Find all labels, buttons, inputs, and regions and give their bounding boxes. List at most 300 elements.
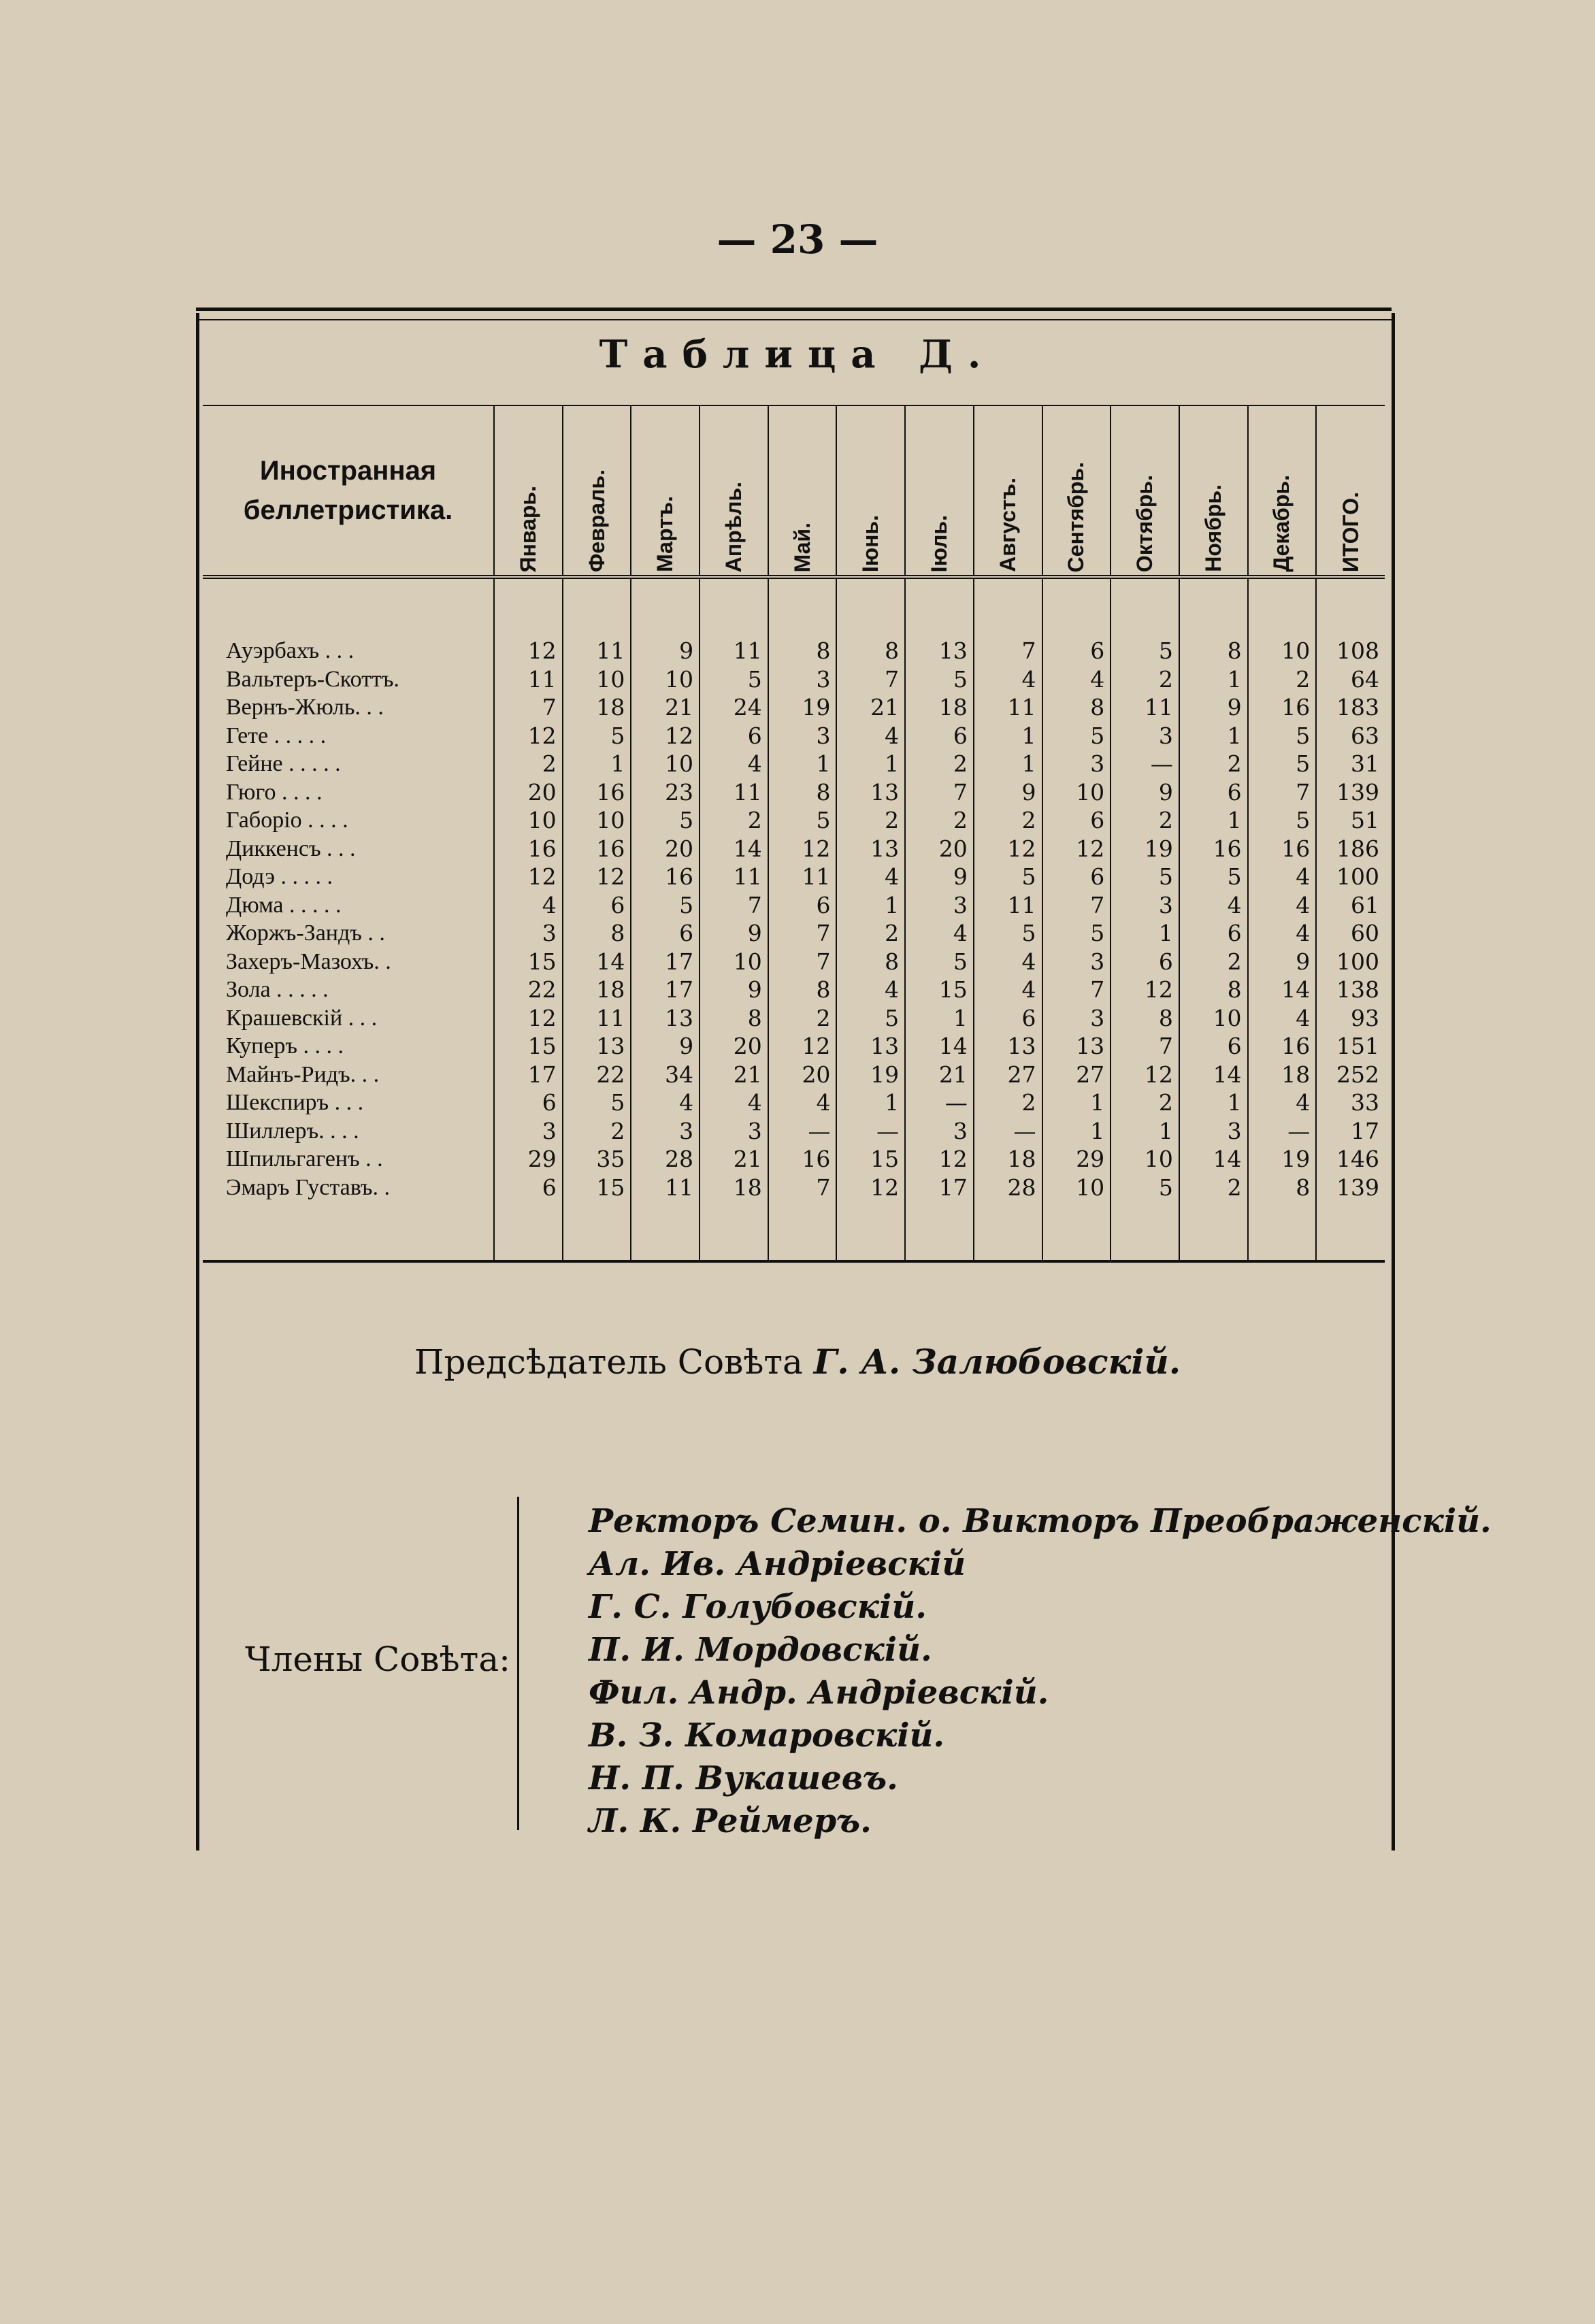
table-row: [203, 948, 1385, 976]
header-november: Ноябрь.: [1179, 405, 1248, 577]
month-cell: 1: [974, 722, 1042, 750]
total-cell: 17: [1316, 1117, 1385, 1146]
month-cell: 3: [1111, 891, 1179, 920]
month-cell: 7: [836, 665, 905, 694]
month-cell: 12: [1042, 835, 1111, 863]
month-cell: 2: [836, 919, 905, 948]
table-row: [203, 1089, 1385, 1117]
month-cell: 4: [631, 1089, 700, 1117]
header-june: Іюнь.: [836, 405, 905, 577]
month-cell: 14: [563, 948, 631, 976]
page-number: — 23 —: [717, 216, 878, 263]
month-cell: 6: [563, 891, 631, 920]
author-name: Жоржъ-Зандъ . .: [226, 920, 385, 946]
month-cell: 2: [563, 1117, 631, 1146]
month-cell: 4: [700, 750, 768, 778]
month-cell: 21: [700, 1061, 768, 1089]
table-row: [203, 891, 1385, 920]
month-cell: 5: [1042, 722, 1111, 750]
table-row: [203, 1145, 1385, 1174]
month-cell: 8: [836, 948, 905, 976]
header-september: Сентябрь.: [1042, 405, 1111, 577]
month-cell: 13: [905, 637, 974, 665]
month-cell: 14: [1248, 976, 1317, 1004]
month-cell: 19: [1111, 835, 1179, 863]
month-cell: 18: [563, 693, 631, 722]
month-cell: 15: [836, 1145, 905, 1174]
month-cell: 34: [631, 1061, 700, 1089]
month-cell: 2: [1248, 665, 1317, 694]
month-cell: 4: [1179, 891, 1248, 920]
month-cell: 1: [1111, 919, 1179, 948]
month-cell: 5: [974, 919, 1042, 948]
month-cell: 13: [836, 835, 905, 863]
month-cell: 20: [905, 835, 974, 863]
table-row: [203, 1061, 1385, 1089]
month-cell: 10: [1248, 637, 1317, 665]
month-cell: 4: [1248, 1089, 1317, 1117]
month-cell: —: [768, 1117, 837, 1146]
month-cell: 5: [1111, 1174, 1179, 1202]
month-cell: 5: [1179, 863, 1248, 891]
spacer-row: [203, 577, 1385, 637]
month-cell: 12: [974, 835, 1042, 863]
author-name: Захеръ-Мазохъ. .: [226, 948, 391, 974]
header-total: ИТОГО.: [1316, 405, 1385, 577]
member-name: Л. К. Реймеръ.: [589, 1802, 872, 1840]
total-cell: 186: [1316, 835, 1385, 863]
month-cell: 5: [1248, 750, 1317, 778]
month-cell: 6: [1042, 637, 1111, 665]
month-cell: 4: [974, 665, 1042, 694]
month-cell: 7: [974, 637, 1042, 665]
month-cell: 28: [974, 1174, 1042, 1202]
author-name: Диккенсъ . . .: [226, 835, 356, 861]
month-cell: 15: [494, 948, 563, 976]
month-cell: 6: [1179, 778, 1248, 807]
total-cell: 64: [1316, 665, 1385, 694]
month-cell: 1: [836, 750, 905, 778]
month-cell: 13: [631, 1004, 700, 1033]
total-cell: 100: [1316, 948, 1385, 976]
month-cell: 9: [1111, 778, 1179, 807]
month-cell: 17: [494, 1061, 563, 1089]
month-cell: 12: [494, 1004, 563, 1033]
month-cell: 2: [974, 806, 1042, 835]
table-title: Таблица Д.: [599, 332, 996, 377]
month-cell: 4: [905, 919, 974, 948]
month-cell: 7: [1248, 778, 1317, 807]
chairman-label: Предсѣдатель Совѣта: [414, 1342, 803, 1382]
total-cell: 60: [1316, 919, 1385, 948]
month-cell: 15: [905, 976, 974, 1004]
members-label: Члены Совѣта:: [245, 1640, 510, 1679]
month-cell: 11: [494, 665, 563, 694]
month-cell: 1: [563, 750, 631, 778]
month-cell: 13: [974, 1032, 1042, 1061]
month-cell: 12: [768, 835, 837, 863]
month-cell: 12: [1111, 1061, 1179, 1089]
month-cell: 2: [1111, 1089, 1179, 1117]
month-cell: 8: [1042, 693, 1111, 722]
month-cell: 8: [836, 637, 905, 665]
author-name: Ауэрбахъ . . .: [226, 638, 355, 663]
month-cell: 19: [768, 693, 837, 722]
month-cell: 3: [1179, 1117, 1248, 1146]
total-cell: 151: [1316, 1032, 1385, 1061]
total-cell: 51: [1316, 806, 1385, 835]
author-name: Додэ . . . . .: [226, 864, 333, 889]
month-cell: 11: [700, 778, 768, 807]
month-cell: 10: [563, 806, 631, 835]
total-cell: 139: [1316, 1174, 1385, 1202]
month-cell: 4: [1042, 665, 1111, 694]
header-march: Мартъ.: [631, 405, 700, 577]
month-cell: 3: [1042, 948, 1111, 976]
month-cell: 5: [1111, 637, 1179, 665]
month-cell: 24: [700, 693, 768, 722]
month-cell: 3: [1111, 722, 1179, 750]
member-name: П. И. Мордовскій.: [589, 1631, 932, 1669]
month-cell: 23: [631, 778, 700, 807]
month-cell: 9: [700, 976, 768, 1004]
month-cell: 22: [563, 1061, 631, 1089]
table-row: [203, 1004, 1385, 1033]
month-cell: 20: [494, 778, 563, 807]
month-cell: 4: [974, 976, 1042, 1004]
month-cell: 4: [1248, 891, 1317, 920]
month-cell: 10: [1179, 1004, 1248, 1033]
header-august: Августъ.: [974, 405, 1042, 577]
month-cell: 7: [1042, 891, 1111, 920]
month-cell: 21: [700, 1145, 768, 1174]
total-cell: 183: [1316, 693, 1385, 722]
month-cell: 11: [563, 637, 631, 665]
month-cell: 1: [1111, 1117, 1179, 1146]
author-name: Эмаръ Густавъ. .: [226, 1174, 391, 1200]
member-name: Г. С. Голубовскій.: [589, 1588, 927, 1626]
month-cell: 4: [836, 976, 905, 1004]
total-cell: 252: [1316, 1061, 1385, 1089]
month-cell: 2: [1179, 948, 1248, 976]
month-cell: 5: [836, 1004, 905, 1033]
month-cell: 8: [1248, 1174, 1317, 1202]
table-row: [203, 806, 1385, 835]
month-cell: 6: [494, 1174, 563, 1202]
month-cell: 16: [1248, 1032, 1317, 1061]
table-row: [203, 693, 1385, 722]
month-cell: 3: [905, 891, 974, 920]
header-row: [203, 405, 1385, 577]
month-cell: 9: [974, 778, 1042, 807]
month-cell: 9: [631, 637, 700, 665]
month-cell: 6: [974, 1004, 1042, 1033]
table-bottom-rule: [203, 1260, 1385, 1263]
table-row: [203, 637, 1385, 665]
month-cell: 1: [836, 891, 905, 920]
month-cell: 1: [768, 750, 837, 778]
month-cell: 8: [563, 919, 631, 948]
month-cell: 14: [700, 835, 768, 863]
month-cell: 12: [494, 863, 563, 891]
month-cell: 3: [700, 1117, 768, 1146]
month-cell: 1: [974, 750, 1042, 778]
month-cell: 12: [836, 1174, 905, 1202]
month-cell: 9: [1248, 948, 1317, 976]
author-name: Габоріо . . . .: [226, 808, 348, 833]
month-cell: 21: [631, 693, 700, 722]
month-cell: 7: [1111, 1032, 1179, 1061]
month-cell: 11: [631, 1174, 700, 1202]
month-cell: 28: [631, 1145, 700, 1174]
month-cell: 14: [1179, 1061, 1248, 1089]
month-cell: 15: [494, 1032, 563, 1061]
month-cell: 12: [494, 722, 563, 750]
month-cell: 4: [768, 1089, 837, 1117]
table-row: [203, 1117, 1385, 1146]
month-cell: 6: [631, 919, 700, 948]
author-name: Дюма . . . . .: [226, 892, 342, 918]
month-cell: 5: [1248, 722, 1317, 750]
author-name: Гете . . . . .: [226, 723, 327, 748]
total-cell: 61: [1316, 891, 1385, 920]
total-cell: 33: [1316, 1089, 1385, 1117]
month-cell: 7: [1042, 976, 1111, 1004]
month-cell: 27: [1042, 1061, 1111, 1089]
header-december: Декабрь.: [1248, 405, 1317, 577]
month-cell: 16: [1179, 835, 1248, 863]
month-cell: 13: [836, 778, 905, 807]
month-cell: 35: [563, 1145, 631, 1174]
month-cell: 21: [836, 693, 905, 722]
month-cell: 2: [1179, 1174, 1248, 1202]
month-cell: 1: [1179, 722, 1248, 750]
month-cell: 10: [563, 665, 631, 694]
author-name: Гюго . . . .: [226, 779, 323, 805]
month-cell: 17: [631, 948, 700, 976]
author-name: Шекспиръ . . .: [226, 1090, 364, 1115]
month-cell: 27: [974, 1061, 1042, 1089]
total-cell: 146: [1316, 1145, 1385, 1174]
month-cell: 16: [494, 835, 563, 863]
month-cell: 10: [631, 665, 700, 694]
author-name: Майнъ-Ридъ. . .: [226, 1061, 380, 1087]
month-cell: 8: [768, 976, 837, 1004]
month-cell: 3: [1042, 750, 1111, 778]
table-row: [203, 665, 1385, 694]
month-cell: 6: [1111, 948, 1179, 976]
month-cell: 8: [1111, 1004, 1179, 1033]
month-cell: 6: [1042, 863, 1111, 891]
month-cell: 15: [563, 1174, 631, 1202]
month-cell: 8: [1179, 637, 1248, 665]
month-cell: 2: [836, 806, 905, 835]
month-cell: 1: [1179, 1089, 1248, 1117]
month-cell: 4: [1248, 919, 1317, 948]
month-cell: 9: [700, 919, 768, 948]
month-cell: 4: [700, 1089, 768, 1117]
month-cell: 5: [1042, 919, 1111, 948]
month-cell: —: [1111, 750, 1179, 778]
month-cell: 4: [836, 722, 905, 750]
table-row: [203, 778, 1385, 807]
total-cell: 139: [1316, 778, 1385, 807]
header-may: Май.: [768, 405, 837, 577]
month-cell: 22: [494, 976, 563, 1004]
member-name: В. З. Комаровскій.: [589, 1716, 945, 1755]
month-cell: 4: [494, 891, 563, 920]
month-cell: 1: [836, 1089, 905, 1117]
month-cell: 18: [1248, 1061, 1317, 1089]
author-name: Зола . . . . .: [226, 977, 329, 1002]
month-cell: 9: [905, 863, 974, 891]
member-name: Ал. Ив. Андріевскій: [589, 1545, 966, 1583]
month-cell: —: [905, 1089, 974, 1117]
month-cell: 16: [563, 835, 631, 863]
table-row: [203, 835, 1385, 863]
month-cell: 10: [631, 750, 700, 778]
table-row: [203, 976, 1385, 1004]
month-cell: 11: [700, 863, 768, 891]
month-cell: 10: [700, 948, 768, 976]
month-cell: 5: [631, 806, 700, 835]
month-cell: 7: [768, 1174, 837, 1202]
total-cell: 31: [1316, 750, 1385, 778]
table-row: [203, 1032, 1385, 1061]
month-cell: —: [836, 1117, 905, 1146]
month-cell: 10: [494, 806, 563, 835]
header-july: Іюль.: [905, 405, 974, 577]
month-cell: 9: [631, 1032, 700, 1061]
month-cell: 1: [1042, 1117, 1111, 1146]
month-cell: 7: [768, 948, 837, 976]
month-cell: 11: [700, 637, 768, 665]
month-cell: 20: [700, 1032, 768, 1061]
month-cell: 11: [974, 891, 1042, 920]
member-name: Н. П. Вукашевъ.: [589, 1759, 898, 1797]
members-list: [589, 1500, 1492, 1843]
month-cell: 6: [768, 891, 837, 920]
month-cell: 6: [1179, 1032, 1248, 1061]
statistics-table: [203, 405, 1385, 1263]
member-name: Ректоръ Семин. о. Викторъ Преображенскій.: [589, 1502, 1492, 1540]
month-cell: 6: [905, 722, 974, 750]
author-name: Крашевскій . . .: [226, 1005, 378, 1031]
month-cell: 2: [974, 1089, 1042, 1117]
month-cell: 16: [768, 1145, 837, 1174]
month-cell: 2: [494, 750, 563, 778]
month-cell: 5: [1111, 863, 1179, 891]
month-cell: 5: [974, 863, 1042, 891]
month-cell: 2: [1111, 806, 1179, 835]
month-cell: 6: [700, 722, 768, 750]
month-cell: —: [974, 1117, 1042, 1146]
month-cell: 12: [563, 863, 631, 891]
month-cell: 9: [1179, 693, 1248, 722]
month-cell: 20: [631, 835, 700, 863]
month-cell: 4: [1248, 863, 1317, 891]
month-cell: 20: [768, 1061, 837, 1089]
month-cell: 11: [563, 1004, 631, 1033]
header-january: Январь.: [494, 405, 563, 577]
month-cell: 2: [905, 750, 974, 778]
month-cell: 2: [905, 806, 974, 835]
month-cell: 5: [768, 806, 837, 835]
total-cell: 108: [1316, 637, 1385, 665]
month-cell: 18: [563, 976, 631, 1004]
month-cell: 16: [1248, 693, 1317, 722]
author-name: Шпильгагенъ . .: [226, 1146, 383, 1172]
month-cell: 1: [1179, 806, 1248, 835]
month-cell: 18: [700, 1174, 768, 1202]
author-name: Вернъ-Жюль. . .: [226, 695, 384, 720]
member-name: Фил. Андр. Андріевскій.: [589, 1674, 1049, 1712]
month-cell: 5: [563, 722, 631, 750]
month-cell: 10: [1042, 778, 1111, 807]
month-cell: 17: [631, 976, 700, 1004]
month-cell: 5: [700, 665, 768, 694]
month-cell: 21: [905, 1061, 974, 1089]
month-cell: 7: [768, 919, 837, 948]
total-cell: 63: [1316, 722, 1385, 750]
month-cell: 3: [631, 1117, 700, 1146]
month-cell: 7: [905, 778, 974, 807]
month-cell: 12: [905, 1145, 974, 1174]
month-cell: 11: [768, 863, 837, 891]
month-cell: 7: [700, 891, 768, 920]
month-cell: 8: [1179, 976, 1248, 1004]
total-cell: 100: [1316, 863, 1385, 891]
month-cell: 6: [494, 1089, 563, 1117]
month-cell: 8: [768, 637, 837, 665]
total-cell: 93: [1316, 1004, 1385, 1033]
table-row: [203, 750, 1385, 778]
month-cell: 29: [494, 1145, 563, 1174]
month-cell: 19: [836, 1061, 905, 1089]
month-cell: 3: [494, 1117, 563, 1146]
month-cell: 11: [974, 693, 1042, 722]
month-cell: 3: [494, 919, 563, 948]
month-cell: 5: [563, 1089, 631, 1117]
month-cell: 13: [1042, 1032, 1111, 1061]
month-cell: 29: [1042, 1145, 1111, 1174]
month-cell: 2: [700, 806, 768, 835]
table-row: [203, 919, 1385, 948]
author-name: Вальтеръ-Скоттъ.: [226, 666, 399, 692]
table-row: [203, 722, 1385, 750]
month-cell: 2: [1111, 665, 1179, 694]
month-cell: 14: [1179, 1145, 1248, 1174]
month-cell: 12: [494, 637, 563, 665]
month-cell: 18: [905, 693, 974, 722]
month-cell: 8: [768, 778, 837, 807]
members-brace: [517, 1497, 529, 1830]
month-cell: 4: [974, 948, 1042, 976]
table-row: [203, 863, 1385, 891]
month-cell: 17: [905, 1174, 974, 1202]
month-cell: 1: [1179, 665, 1248, 694]
month-cell: 12: [631, 722, 700, 750]
table-row: [203, 1174, 1385, 1202]
chairman-name: Г. А. Залюбовскій.: [813, 1342, 1181, 1382]
month-cell: 4: [1248, 1004, 1317, 1033]
header-february: Февраль.: [563, 405, 631, 577]
month-cell: 6: [1042, 806, 1111, 835]
month-cell: 16: [563, 778, 631, 807]
month-cell: 2: [768, 1004, 837, 1033]
month-cell: 19: [1248, 1145, 1317, 1174]
month-cell: 5: [905, 948, 974, 976]
